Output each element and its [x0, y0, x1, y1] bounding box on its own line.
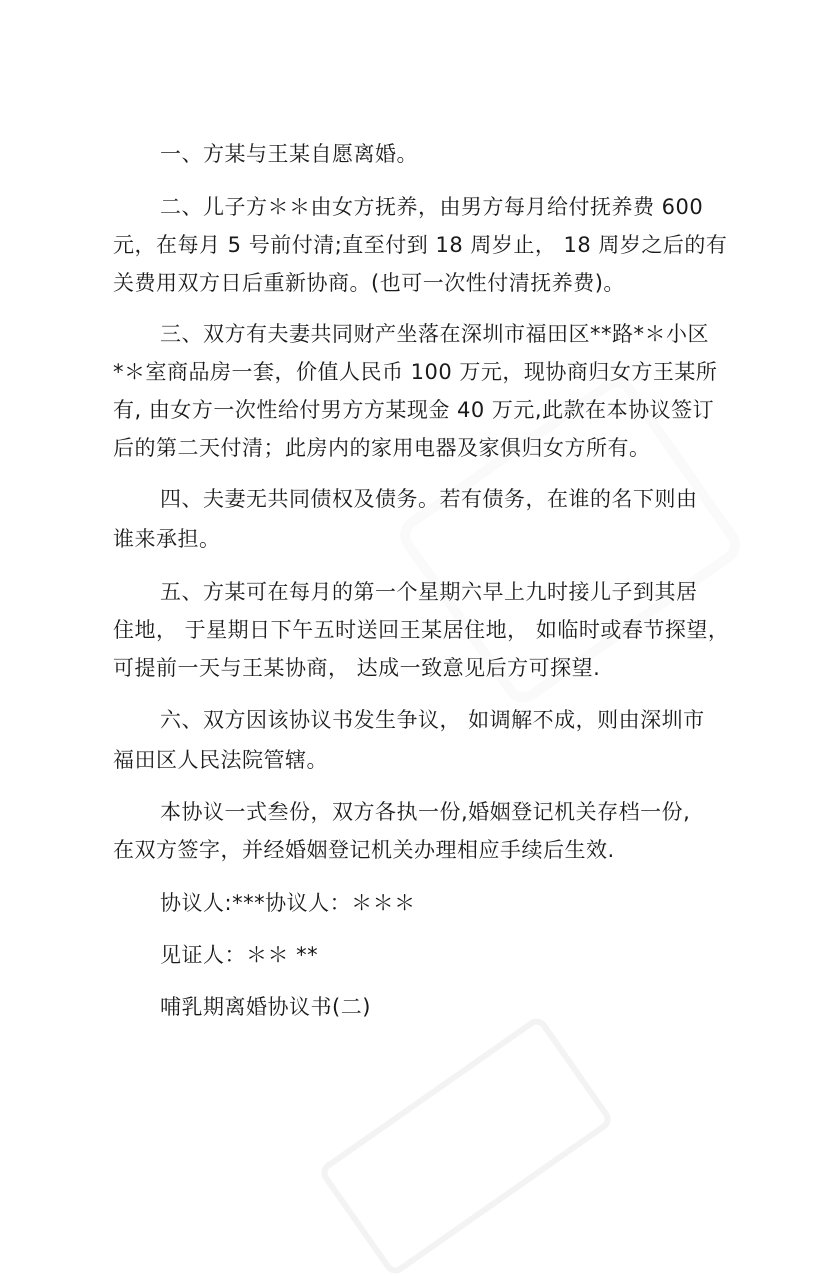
clause-2-line-3: 关费用双方日后重新协商。(也可一次性付清抚养费)。 — [113, 271, 625, 295]
witness: 见证人：＊＊ ** — [160, 943, 319, 967]
clause-4-line-1: 四、夫妻无共同债权及债务。若有债务，在谁的名下则由 — [160, 487, 698, 511]
signatories: 协议人:***协议人：＊＊＊ — [160, 891, 416, 915]
clause-2-line-1: 二、儿子方＊＊由女方抚养，由男方每月给付抚养费 600 — [160, 195, 704, 219]
clause-1: 一、方某与王某自愿离婚。 — [160, 142, 418, 166]
next-title: 哺乳期离婚协议书(二) — [160, 995, 371, 1019]
clause-5-line-1: 五、方某可在每月的第一个星期六早上九时接儿子到其居 — [160, 580, 698, 604]
copies-note-line-1: 本协议一式叁份，双方各执一份,婚姻登记机关存档一份, — [160, 800, 691, 824]
clause-6-line-2: 福田区人民法院管辖。 — [113, 748, 328, 772]
clause-2-line-2: 元，在每月 5 号前付清;直至付到 18 周岁止， 18 周岁之后的有 — [113, 233, 728, 257]
clause-5-line-3: 可提前一天与王某协商， 达成一致意见后方可探望. — [113, 656, 601, 680]
clause-3-line-3: 有, 由女方一次性给付男方方某现金 40 万元,此款在本协议签订 — [113, 398, 715, 422]
copies-note-line-2: 在双方签字，并经婚姻登记机关办理相应手续后生效. — [113, 838, 615, 862]
clause-4-line-2: 谁来承担。 — [113, 527, 221, 551]
clause-3-line-4: 后的第二天付清；此房内的家用电器及家俱归女方所有。 — [113, 436, 651, 460]
clause-6-line-1: 六、双方因该协议书发生争议， 如调解不成，则由深圳市 — [160, 708, 705, 732]
clause-3-line-2: *＊室商品房一套，价值人民币 100 万元，现协商归女方王某所 — [113, 360, 718, 384]
clause-3-line-1: 三、双方有夫妻共同财产坐落在深圳市福田区**路*＊小区 — [160, 322, 709, 346]
watermark — [317, 1014, 616, 1278]
clause-5-line-2: 住地， 于星期日下午五时送回王某居住地， 如临时或春节探望， — [113, 618, 730, 642]
